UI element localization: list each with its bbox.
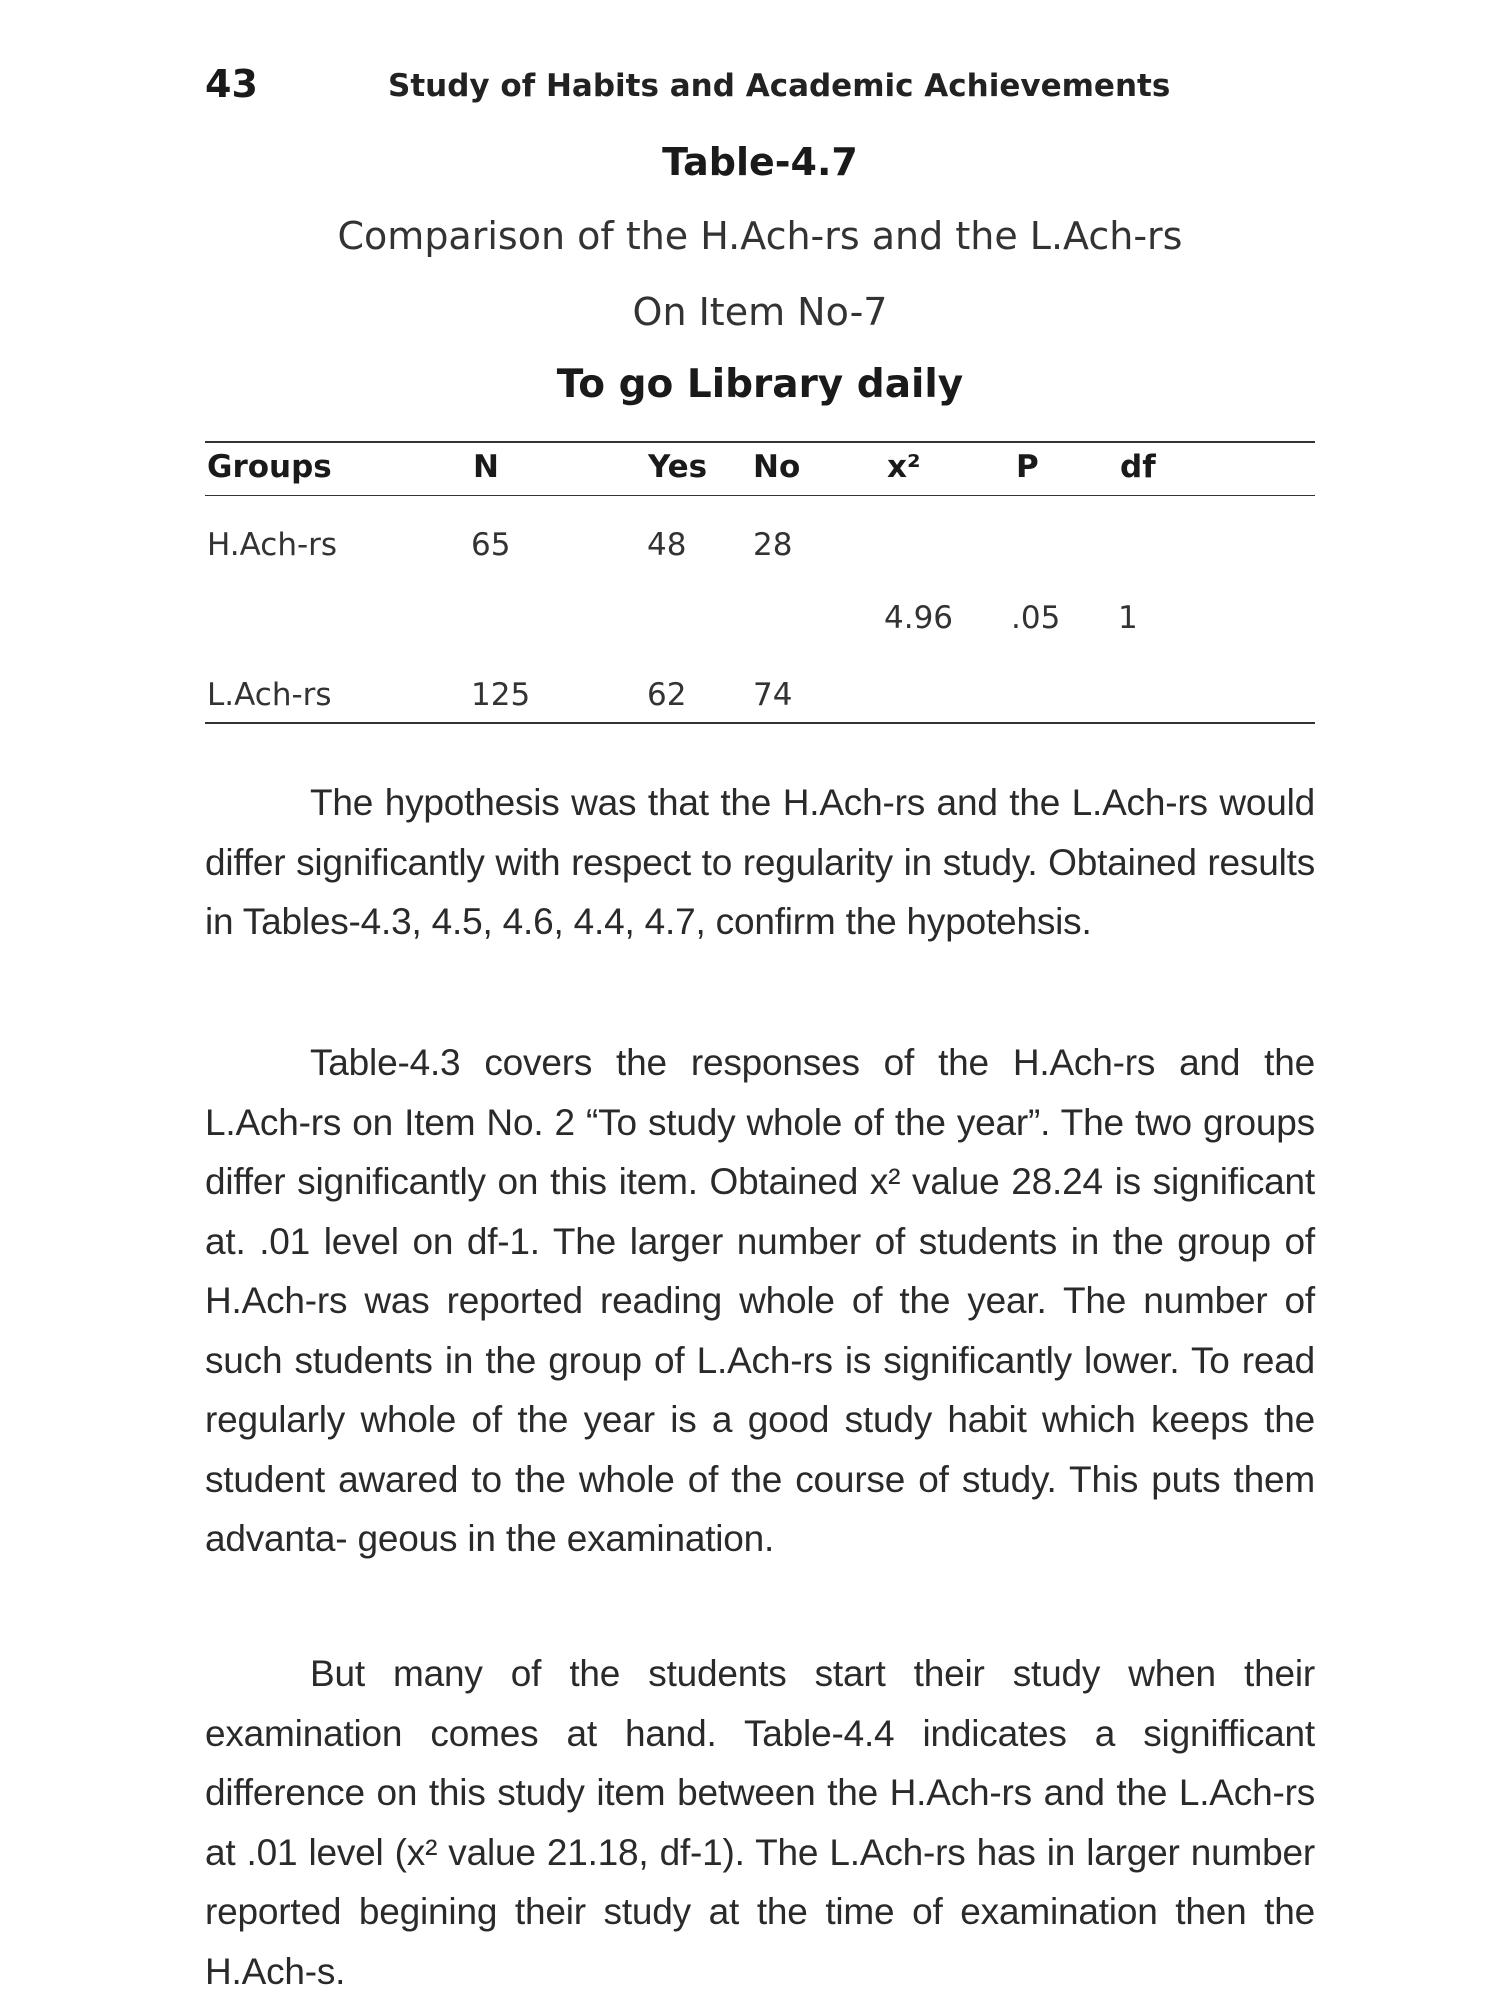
- row-hach-yes: 48: [647, 527, 687, 563]
- chi2-value: 4.96: [884, 600, 954, 636]
- row-lach-no: 74: [753, 677, 793, 713]
- col-header-chi2: x²: [887, 449, 921, 485]
- col-header-no: No: [753, 449, 801, 485]
- p-value: .05: [1011, 600, 1061, 636]
- col-header-yes: Yes: [648, 449, 708, 485]
- table-caption-line1: Comparison of the H.Ach-rs and the L.Ach-rs: [337, 214, 1183, 258]
- body-paragraph: The hypothesis was that the H.Ach-rs and the L.Ach-rs would differ significantly with respect to regularity in study. Obtained results in Tables-4.3, 4.5, 4.6, 4.4, 4.7, confirm the hypotehsis.: [205, 782, 1315, 942]
- table-item-title: To go Library daily: [556, 362, 964, 407]
- row-lach-yes: 62: [647, 677, 687, 713]
- table-top-rule: [205, 441, 1315, 443]
- col-header-groups: Groups: [207, 449, 332, 485]
- running-title: Study of Habits and Academic Achievements: [388, 68, 1171, 104]
- row-hach-n: 65: [471, 527, 511, 563]
- table-caption-line2: On Item No-7: [632, 290, 888, 334]
- row-hach-group: H.Ach-rs: [207, 527, 338, 563]
- col-header-p: P: [1016, 449, 1039, 485]
- table-label: Table-4.7: [662, 140, 858, 184]
- table-header-rule: [205, 495, 1315, 496]
- page-number: 43: [205, 62, 258, 106]
- body-paragraph: But many of the students start their study when their examination comes at hand. Table-4.4 indicates a signifficant difference on this study item between the H.Ach-rs and the L.Ach-rs at .01 level (x² value 21.18, df-1). The L.Ach-rs has in larger number reported begining their study at the time of examination then the H.Ach-s.: [205, 1653, 1315, 1992]
- row-hach-no: 28: [753, 527, 793, 563]
- row-lach-n: 125: [471, 677, 531, 713]
- col-header-df: df: [1120, 449, 1156, 485]
- page-header: [205, 62, 1305, 112]
- table-bottom-rule: [205, 722, 1315, 724]
- col-header-n: N: [473, 449, 499, 485]
- row-lach-group: L.Ach-rs: [207, 677, 332, 713]
- body-paragraph: Table-4.3 covers the responses of the H.Ach-rs and the L.Ach-rs on Item No. 2 “To study whole of the year”. The two groups differ significantly on this item. Obtained x² value 28.24 is significant at. .01 level on df-1. The larger number of students in the group of H.Ach-rs was reported reading whole of the year. The number of such students in the group of L.Ach-rs is significantly lower. To read regularly whole of the year is a good study habit which keeps the student awared to the whole of the course of study. This puts them advanta- geous in the examination.: [205, 1042, 1315, 1559]
- df-value: 1: [1118, 600, 1138, 636]
